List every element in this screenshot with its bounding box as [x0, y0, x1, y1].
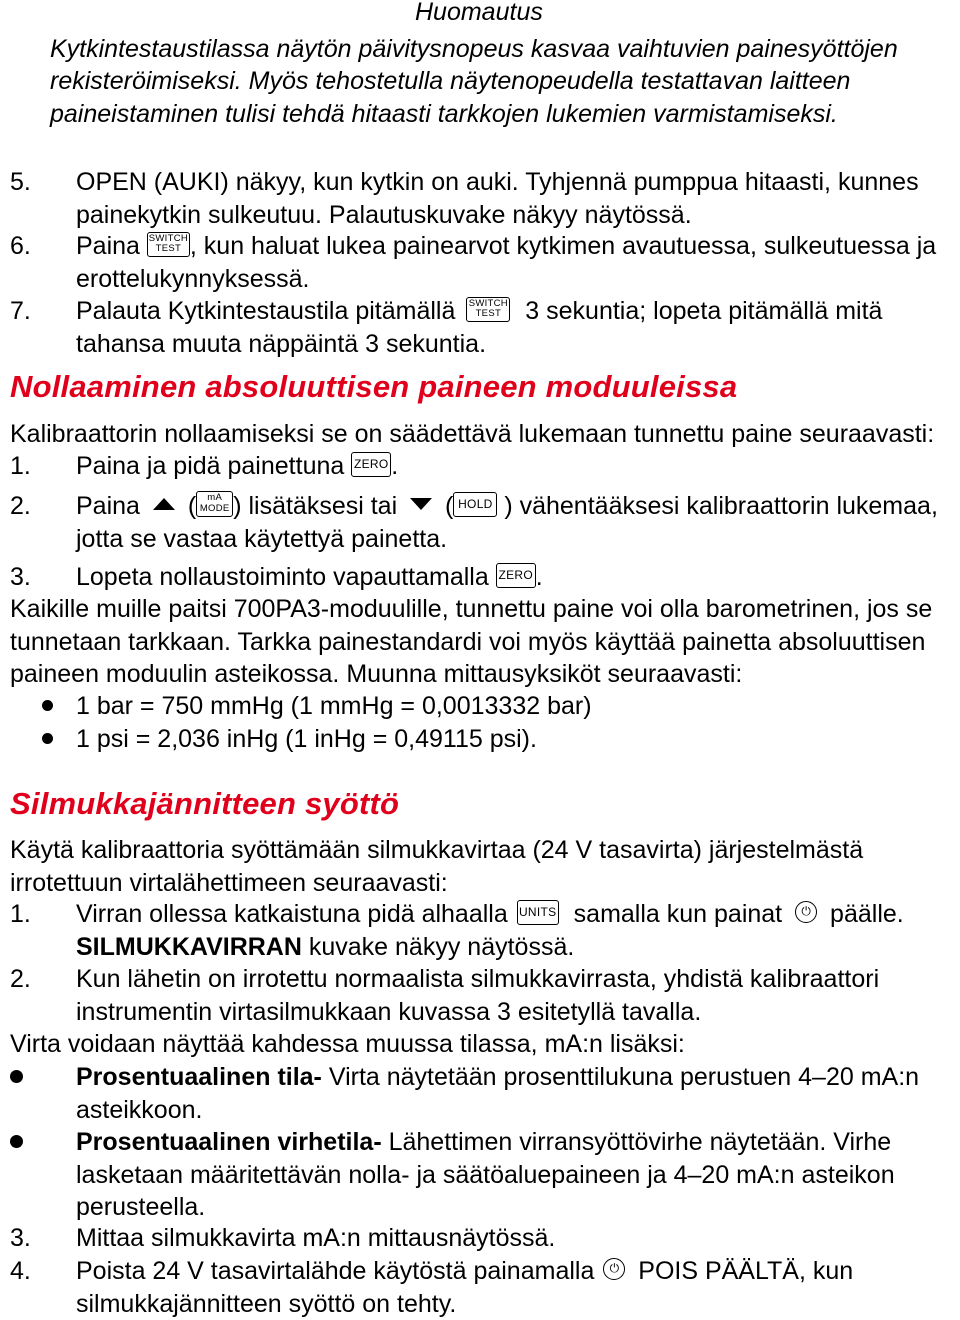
s2-bullet-2	[10, 1126, 23, 1159]
s1-step-2-number: 2.	[10, 492, 31, 520]
s2-step-3-number: 3.	[10, 1224, 31, 1252]
section-heading-loop-power: Silmukkajännitteen syöttö	[10, 786, 400, 821]
section2-intro: Käytä kalibraattoria syöttämään silmukkavirtaa (24 V tasavirta) järjestelmästä irrotettuun virtalähettimeen seuraavasti:	[10, 836, 864, 897]
s1-step-3-text: Lopeta nollaustoiminto vapauttamalla ZERO .	[76, 563, 543, 591]
s1-bullet-2	[42, 723, 53, 756]
s1-step-2-text: Paina ( mA MODE ) lisätäksesi tai ( HOLD ) vähentääksesi kalibraattorin lukemaa, jotta se vastaa käytettyä painetta.	[76, 492, 938, 553]
triangle-up-icon	[153, 498, 175, 510]
s1-step-1-text: Paina ja pidä painettuna ZERO .	[76, 452, 399, 480]
section-heading-zeroing: Nollaaminen absoluuttisen paineen moduuleissa	[10, 369, 738, 404]
s1-bullet-2-text: 1 psi = 2,036 inHg (1 inHg = 0,49115 psi).	[76, 725, 537, 753]
hold-key-icon: HOLD	[453, 492, 497, 517]
s2-step-2-text: Kun lähetin on irrotettu normaalista silmukkavirrasta, yhdistä kalibraattori instrumentin virtasilmukkaan kuvassa 3 esitetyllä tavalla.	[76, 965, 880, 1026]
step-7-number: 7.	[10, 297, 31, 325]
zero-key-icon: ZERO	[496, 563, 536, 588]
s2-step-1-text: Virran ollessa katkaistuna pidä alhaalla UNITS samalla kun painat ⏻ päälle. SILMUKKAVIRRAN kuvake näkyy näytössä.	[76, 900, 904, 961]
switch-test-key-icon: SWITCH TEST	[466, 297, 510, 322]
s1-bullet-1-text: 1 bar = 750 mmHg (1 mmHg = 0,0013332 bar)	[76, 692, 592, 720]
s2-step-2-number: 2.	[10, 965, 31, 993]
note-title: Huomautus	[415, 0, 543, 26]
s2-bullet-2-text: Prosentuaalinen virhetila- Lähettimen virransyöttövirhe näytetään. Virhe lasketaan määritettävän nolla- ja säätöaluepaineen ja 4–20 mA:n asteikon perusteella.	[76, 1128, 895, 1221]
zero-key-icon: ZERO	[351, 452, 391, 477]
s2-bullet-1	[10, 1061, 23, 1094]
s2-step-4-number: 4.	[10, 1257, 31, 1285]
triangle-down-icon	[410, 498, 432, 510]
step-5-number: 5.	[10, 168, 31, 196]
step-6-post: , kun haluat lukea painearvot kytkimen avautuessa, sulkeutuessa ja erottelukynnyksessä.	[76, 232, 937, 293]
s2-bullet-1-text: Prosentuaalinen tila- Virta näytetään prosenttilukuna perustuen 4–20 mA:n asteikkoon.	[76, 1063, 920, 1124]
step-5-text: OPEN (AUKI) näkyy, kun kytkin on auki. Tyhjennä pumppua hitaasti, kunnes painekytkin sulkeutuu. Palautuskuvake näkyy näytössä.	[76, 168, 919, 229]
s2-step-1-number: 1.	[10, 900, 31, 928]
power-icon: ⏻	[795, 901, 817, 923]
s2-step-3-text: Mittaa silmukkavirta mA:n mittausnäytössä.	[76, 1224, 556, 1252]
step-6-pre: Paina	[76, 232, 140, 260]
step-6-number: 6.	[10, 232, 31, 260]
section1-paragraph: Kaikille muille paitsi 700PA3-moduulille, tunnettu paine voi olla barometrinen, jos se tunnetaan tarkkaan. Tarkka painestandardi voi myös käyttää painetta absoluuttisen paineen moduulin asteikossa. Muunna mittausyksiköt seuraavasti:	[10, 595, 933, 688]
step-6-text	[76, 230, 956, 295]
step-7-text	[76, 295, 956, 360]
s2-step-4-text: Poista 24 V tasavirtalähde käytöstä painamalla ⏻ POIS PÄÄLTÄ, kun silmukkajännitteen syöttö on tehty.	[76, 1257, 854, 1318]
switch-test-key-icon: SWITCH TEST	[147, 232, 190, 257]
s1-step-1-number: 1.	[10, 452, 31, 480]
ma-mode-key-icon: mA MODE	[196, 491, 233, 517]
note-body: Kytkintestaustilassa näytön päivitysnopeus kasvaa vaihtuvien painesyöttöjen rekisteröimiseksi. Myös tehostetulla näytenopeudella testattavan laitteen paineistaminen tulisi tehdä hitaasti tarkkojen lukemien varmistamiseksi.	[50, 35, 898, 128]
step-7-pre: Palauta Kytkintestaustila pitämällä	[76, 297, 456, 325]
step-7-post: 3 sekuntia; lopeta pitämällä mitä tahansa muuta näppäintä 3 sekuntia.	[76, 297, 883, 358]
s1-step-3-number: 3.	[10, 563, 31, 591]
s1-bullet-1	[42, 690, 53, 723]
power-icon: ⏻	[603, 1258, 625, 1280]
units-key-icon: UNITS	[517, 900, 559, 925]
section2-paragraph: Virta voidaan näyttää kahdessa muussa tilassa, mA:n lisäksi:	[10, 1030, 685, 1058]
section1-intro: Kalibraattorin nollaamiseksi se on säädettävä lukemaan tunnettu paine seuraavasti:	[10, 420, 935, 448]
